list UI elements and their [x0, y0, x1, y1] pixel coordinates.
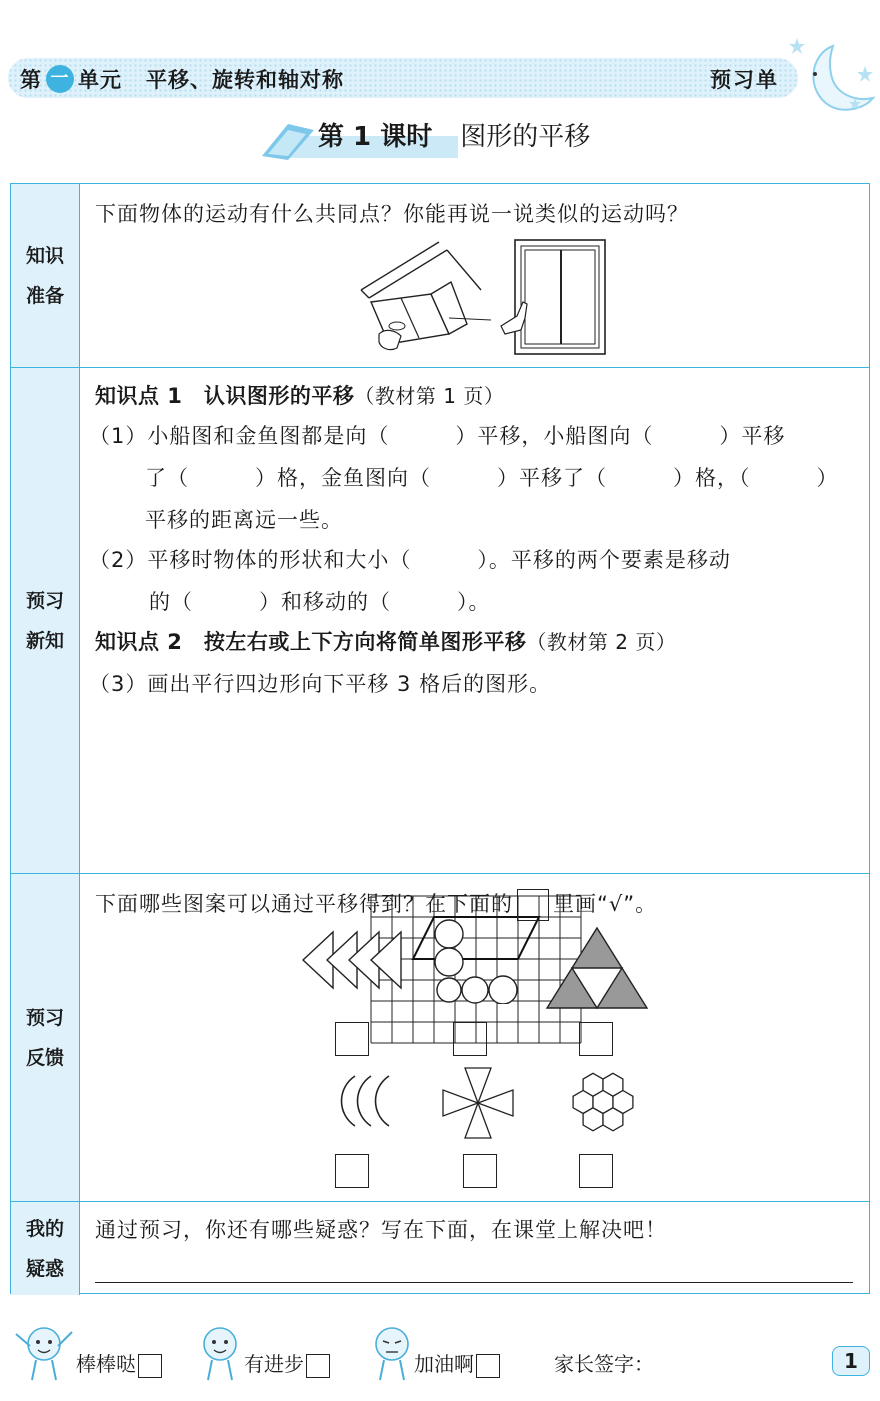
unit-topic: 平移、旋转和轴对称: [146, 68, 344, 92]
graduation-cap-icon: [258, 120, 318, 160]
rating-great-checkbox[interactable]: [138, 1354, 162, 1378]
triforce-pattern: [545, 926, 649, 1010]
rating-progress: [244, 1348, 330, 1378]
unit-title: [20, 64, 344, 94]
question-2-line-1: （2）平移时物体的形状和大小（ ）。平移的两个要素是移动: [89, 548, 731, 572]
knowledge-point-2: [95, 626, 676, 656]
circles-pattern: [427, 918, 525, 1004]
sliding-window-illustration: [497, 238, 617, 358]
lesson-number: 第 1 课时: [318, 122, 433, 152]
label-line-1: 我的: [25, 1217, 64, 1240]
section-knowledge-prep: [11, 184, 869, 368]
section-label: [11, 368, 80, 873]
question-1-line-2: 了（ ）格，金鱼图向（ ）平移了（ ）格，（ ）: [145, 466, 839, 490]
unit-prefix: 第: [20, 68, 42, 92]
section-my-doubts: [11, 1202, 869, 1295]
section-label: [11, 874, 80, 1201]
unit-number-badge: 一: [46, 65, 74, 93]
answer-line[interactable]: [95, 1282, 853, 1283]
prompt-after: 里画“√”。: [553, 892, 658, 916]
moon-stars-icon: [785, 36, 880, 121]
feedback-prompt: [95, 888, 657, 921]
sheet-label: 预习单: [710, 68, 779, 92]
rating-great-label: 棒棒哒: [76, 1352, 136, 1376]
kp2-title: 知识点 2 按左右或上下方向将简单图形平移: [95, 630, 527, 654]
question-3: （3）画出平行四边形向下平移 3 格后的图形。: [89, 672, 552, 696]
prep-question: 下面物体的运动有什么共同点？你能再说一说类似的运动吗？: [95, 202, 689, 226]
pattern-2-checkbox[interactable]: [453, 1022, 487, 1056]
section-label: [11, 184, 80, 367]
cartoon-kid-determined-icon: [368, 1322, 418, 1386]
rating-keep-going-label: 加油啊: [414, 1352, 474, 1376]
knowledge-point-1: [95, 380, 504, 410]
rating-progress-checkbox[interactable]: [306, 1354, 330, 1378]
rating-keep-going: [414, 1348, 500, 1378]
question-1-line-1: （1）小船图和金鱼图都是向（ ）平移，小船图向（ ）平移: [89, 424, 786, 448]
rating-great: [76, 1348, 162, 1378]
cartoon-kid-smiling-icon: [196, 1322, 246, 1386]
rating-progress-label: 有进步: [244, 1352, 304, 1376]
pattern-4-checkbox[interactable]: [335, 1154, 369, 1188]
parent-signature: 家长签字：: [554, 1352, 654, 1376]
kp1-title: 知识点 1 认识图形的平移: [95, 384, 355, 408]
pinwheel-pattern: [441, 1066, 515, 1140]
section-label: [11, 1202, 80, 1295]
label-line-2: 疑惑: [25, 1257, 64, 1280]
label-line-1: 预习: [25, 1006, 64, 1029]
worksheet-table: [10, 183, 870, 1294]
unit-suffix: 单元: [78, 68, 122, 92]
arcs-pattern: [333, 1072, 397, 1130]
label-line-1: 知识: [25, 244, 64, 267]
kp1-reference: （教材第 1 页）: [354, 384, 505, 408]
section-preview-feedback: [11, 874, 869, 1202]
rating-keep-going-checkbox[interactable]: [476, 1354, 500, 1378]
section-preview-new: [11, 368, 869, 874]
kp2-reference: （教材第 2 页）: [526, 630, 677, 654]
lesson-title-row: [258, 112, 658, 160]
label-line-2: 准备: [25, 284, 64, 307]
checkbox-sample: [517, 889, 549, 921]
label-line-2: 反馈: [25, 1046, 64, 1069]
page-number: 1: [832, 1346, 870, 1376]
question-1-line-3: 平移的距离远一些。: [145, 508, 343, 532]
lesson-title: [318, 116, 590, 153]
pattern-5-checkbox[interactable]: [463, 1154, 497, 1188]
cartoon-kid-cheering-icon: [10, 1322, 76, 1386]
hexagons-pattern: [563, 1062, 643, 1142]
hexagon-cell: [583, 1108, 603, 1131]
drawer-illustration: [351, 238, 501, 354]
prompt-before: 下面哪些图案可以通过平移得到？在下面的: [95, 892, 513, 916]
question-2-line-2: 的（ ）和移动的（ ）。: [149, 590, 491, 614]
hexagon-cell: [603, 1108, 623, 1131]
label-line-1: 预习: [25, 589, 64, 612]
label-line-2: 新知: [25, 629, 64, 652]
pattern-3-checkbox[interactable]: [579, 1022, 613, 1056]
pattern-1-checkbox[interactable]: [335, 1022, 369, 1056]
lesson-topic: 图形的平移: [460, 122, 591, 152]
doubts-prompt: 通过预习，你还有哪些疑惑？写在下面，在课堂上解决吧！: [95, 1218, 667, 1242]
pattern-6-checkbox[interactable]: [579, 1154, 613, 1188]
triangles-pattern: [301, 928, 405, 992]
